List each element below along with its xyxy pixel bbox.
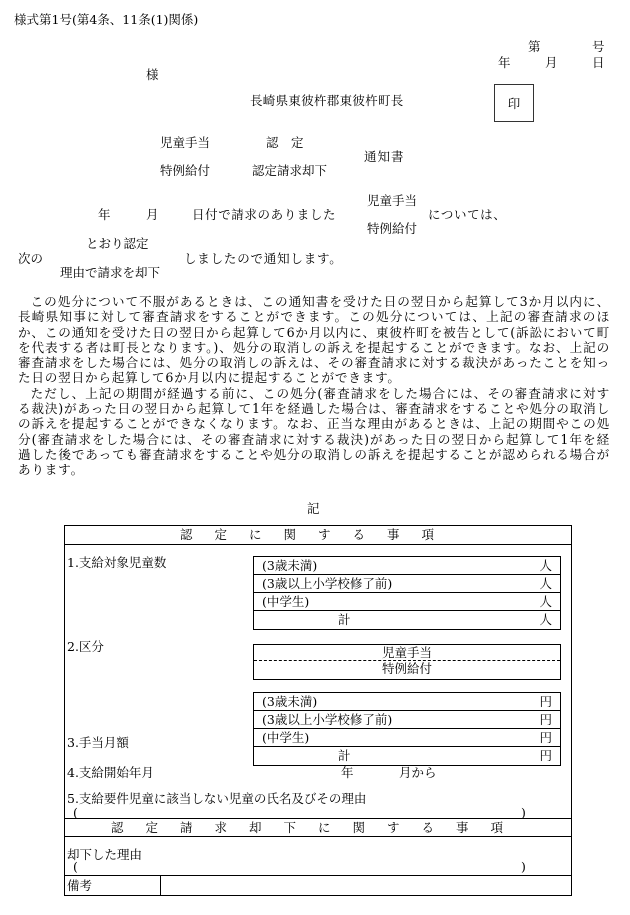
start-year-unit: 年 <box>341 765 354 780</box>
statement-line2-head: 次の <box>18 251 44 266</box>
title-special-benefit: 特例給付 <box>160 163 211 178</box>
title-rejection: 認定請求却下 <box>252 163 328 178</box>
child-row-junior-high <box>254 593 560 611</box>
rejection-paren-open: ( <box>73 859 78 874</box>
row-label: (3歳以上小学校修了前) <box>262 576 393 591</box>
row-unit: 円 <box>539 730 552 745</box>
child-row-under3 <box>254 557 560 575</box>
amount-box <box>253 692 561 766</box>
remarks-label: 備考 <box>65 876 161 895</box>
statement-month: 月 <box>146 207 159 222</box>
row-unit: 円 <box>539 694 552 709</box>
notice-paragraph-2: ただし、上記の期間が経過する前に、この処分(審査請求をした場合には、その審査請求に対する裁決)があった日の翌日から起算して1年を経過した場合は、審査請求をすることや処分の取消しの訴えを提起することができなくなります。なお、正当な理由があるときは、上記の期間やこの処分(審査請求をした場合には、その審査請求に対する裁決)があった日の翌日から起算して1年を経過した後であっても審査請求をすることや処分の取消しの訴えを提起することが認められる場合があります。 <box>18 385 610 478</box>
statement-line1: 日付で請求のありました <box>192 207 337 222</box>
row-label: (中学生) <box>262 730 310 745</box>
ineligible-paren-close: ) <box>521 805 526 820</box>
statement-line1-tail: については、 <box>428 207 507 222</box>
start-month-unit: 月から <box>399 765 437 780</box>
category-special: 特例給付 <box>381 661 432 676</box>
row-label: 計 <box>338 748 351 763</box>
title-approval: 認 定 <box>266 135 304 150</box>
date-month: 月 <box>545 55 558 70</box>
statement-opt-reject: 理由で請求を却下 <box>60 265 161 280</box>
doc-no-prefix: 第 <box>528 39 541 54</box>
rejection-reason-label: 却下した理由 <box>67 847 143 862</box>
item-category-label: 2.区分 <box>67 639 104 654</box>
item-child-count-label: 1.支給対象児童数 <box>67 555 167 570</box>
item-start-month-label: 4.支給開始年月 <box>67 765 154 780</box>
statement-special-benefit: 特例給付 <box>367 221 418 236</box>
category-allowance: 児童手当 <box>254 645 560 661</box>
seal-label: 印 <box>507 96 521 111</box>
child-row-total <box>254 611 560 629</box>
amount-row-junior-high <box>254 729 560 747</box>
amount-row-total <box>254 747 560 765</box>
statement-opt-approve: とおり認定 <box>86 236 149 251</box>
item-ineligible-label: 5.支給要件児童に該当しない児童の氏名及びその理由 <box>67 791 367 806</box>
row-unit: 人 <box>539 558 552 573</box>
title-notice: 通知書 <box>364 149 405 164</box>
rejection-paren-close: ) <box>521 859 526 874</box>
ki-heading: 記 <box>307 501 320 516</box>
seal-box <box>494 84 534 122</box>
form-number: 様式第1号(第4条、11条(1)関係) <box>14 12 199 27</box>
row-unit: 人 <box>539 576 552 591</box>
amount-row-under3 <box>254 693 560 711</box>
row-label: (3歳以上小学校修了前) <box>262 712 393 727</box>
date-day: 日 <box>592 55 605 70</box>
addressee-sama: 様 <box>146 67 159 82</box>
ineligible-paren-open: ( <box>73 805 78 820</box>
date-year: 年 <box>498 55 511 70</box>
amount-row-preschool <box>254 711 560 729</box>
child-row-preschool <box>254 575 560 593</box>
notice-paragraph-1: この処分について不服があるときは、この通知書を受けた日の翌日から起算して3か月以内に、長崎県知事に対して審査請求をすることができます。この処分については、上記の審査請求のほか、この通知を受けた日の翌日から起算して6か月以内に、東彼杵町を被告として(訴訟において町を代表する者は町長となります。)、処分の取消しの訴えを提起することができます。なお、上記の審査請求をした場合には、処分の取消しの訴えは、その審査請求に対する裁決があったことを知った日の翌日から起算して6か月以内に提起することができます。 <box>18 294 610 386</box>
statement-allowance: 児童手当 <box>367 193 418 208</box>
child-count-box <box>253 556 561 630</box>
doc-no-suffix: 号 <box>592 39 605 54</box>
row-unit: 円 <box>539 748 552 763</box>
row-unit: 人 <box>539 612 552 627</box>
section-approval-header: 認定に関する事項 <box>65 526 571 545</box>
row-label: (3歳未満) <box>262 558 318 573</box>
section-rejection-header: 認定請求却下に関する事項 <box>65 818 571 837</box>
issuer-name: 長崎県東彼杵郡東彼杵町長 <box>250 93 404 108</box>
remarks-row <box>65 875 571 895</box>
appeal-notice <box>18 294 610 478</box>
row-label: (中学生) <box>262 594 310 609</box>
details-table <box>64 525 572 896</box>
category-box <box>253 644 561 680</box>
statement-year: 年 <box>98 207 111 222</box>
row-label: (3歳未満) <box>262 694 318 709</box>
row-unit: 円 <box>539 712 552 727</box>
statement-line2-tail: しましたので通知します。 <box>184 251 343 266</box>
row-unit: 人 <box>539 594 552 609</box>
title-allowance: 児童手当 <box>160 135 211 150</box>
item-monthly-amount-label: 3.手当月額 <box>67 735 129 750</box>
row-label: 計 <box>338 612 351 627</box>
